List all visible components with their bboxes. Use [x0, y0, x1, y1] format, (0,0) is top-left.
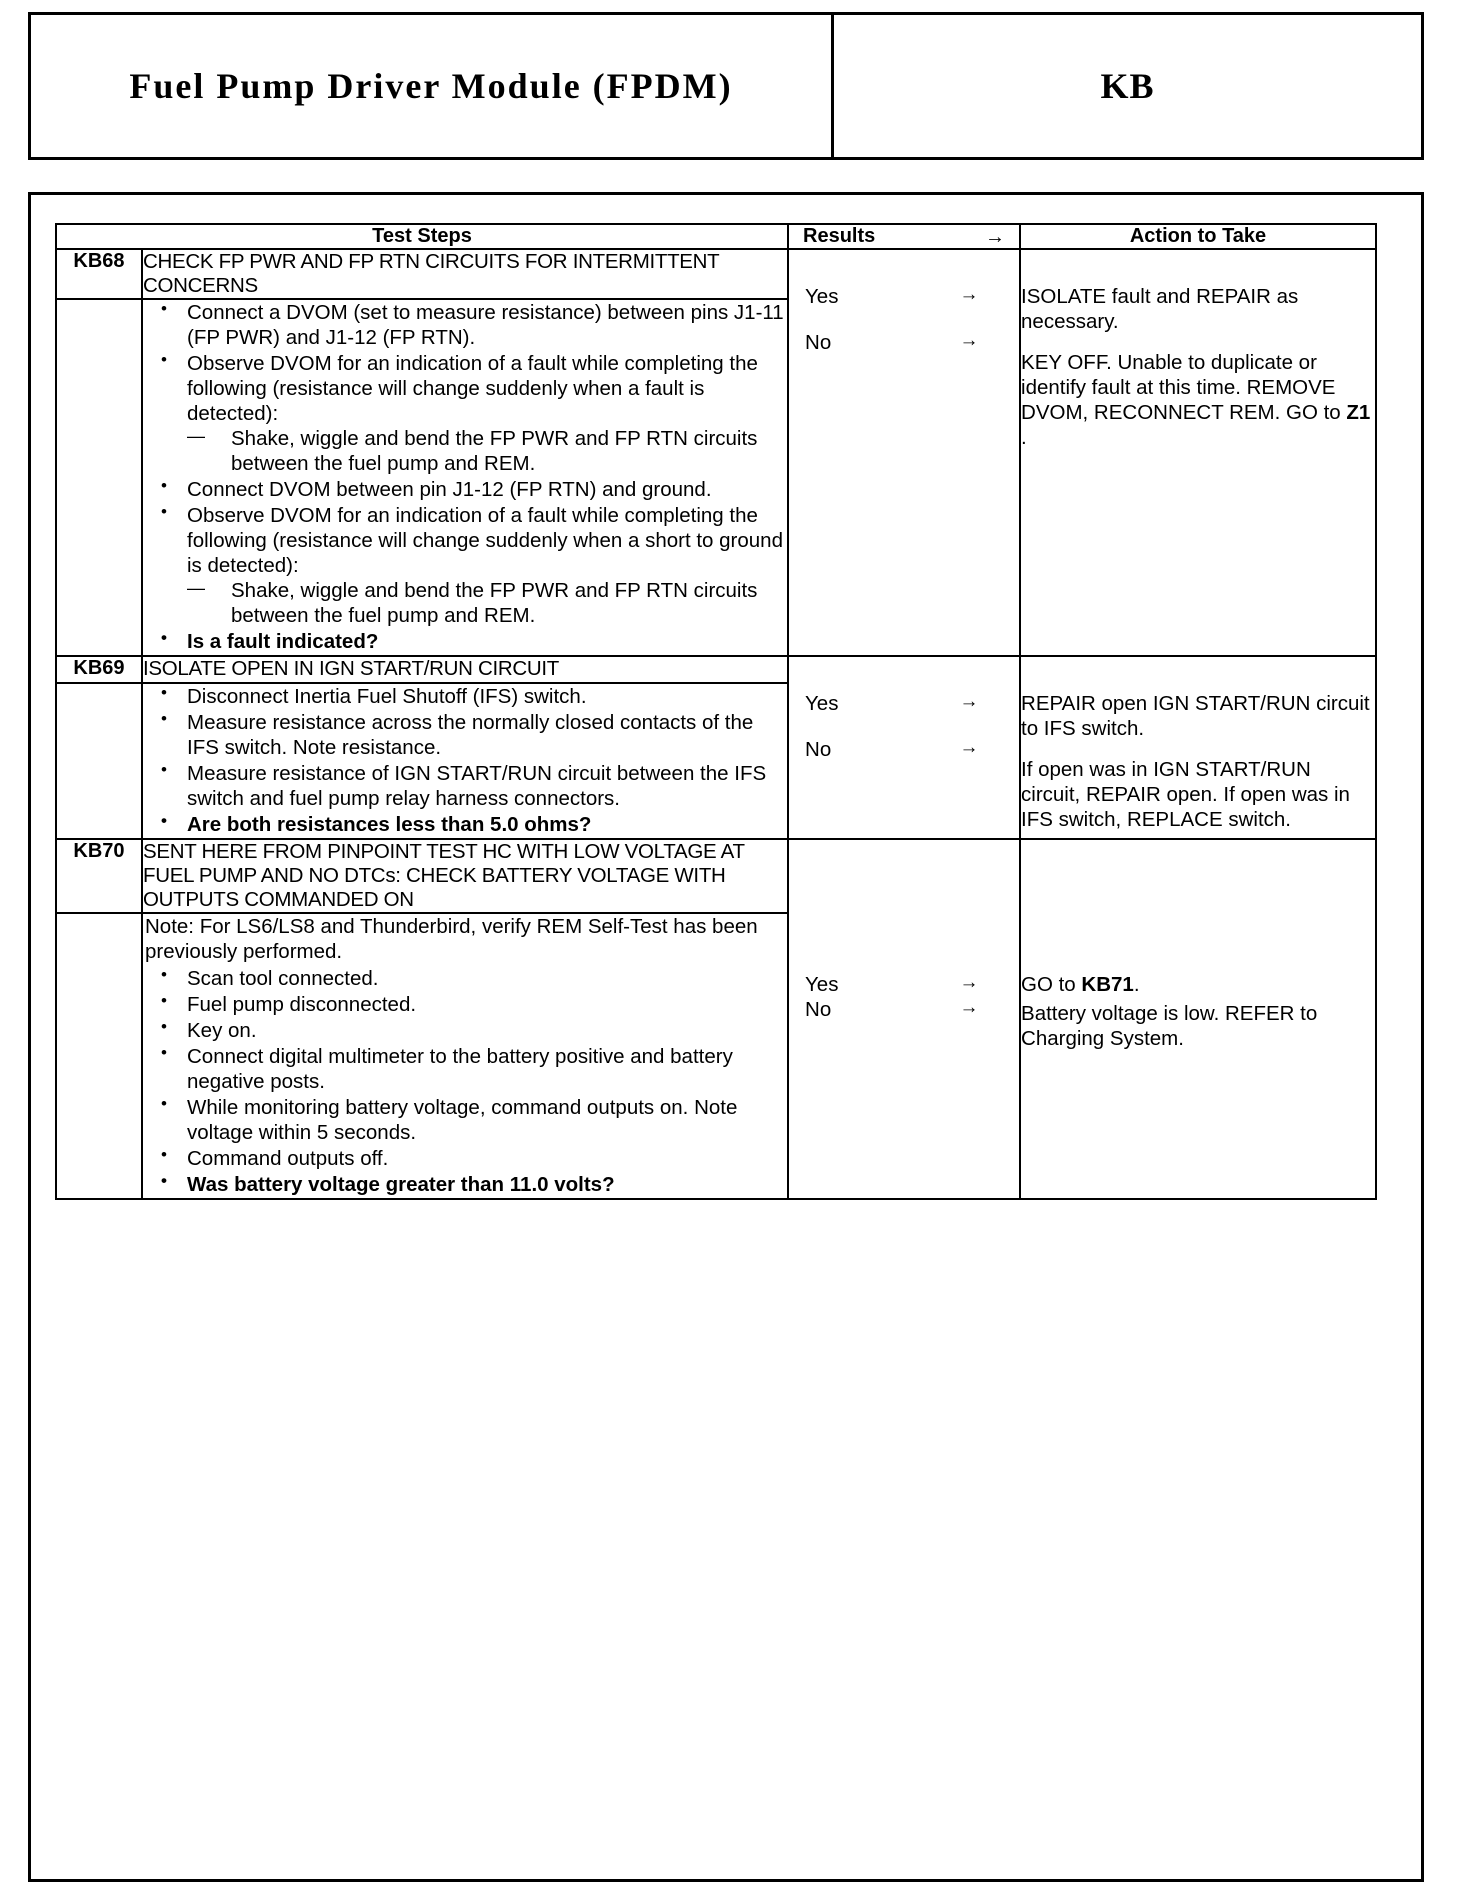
header-code-cell [834, 15, 1421, 157]
results-cell-kb69 [788, 656, 1020, 838]
action-text-yes: REPAIR open IGN START/RUN circuit to IFS switch. [1021, 692, 1370, 741]
arrow-right-icon: → [959, 284, 979, 305]
column-header-test-steps: Test Steps [56, 224, 788, 249]
action-cell-kb70 [1020, 839, 1376, 1200]
list-item: • While monitoring battery voltage, command outputs on. Note voltage within 5 seconds. [143, 1095, 787, 1145]
list-item: • Measure resistance of IGN START/RUN circuit between the IFS switch and fuel pump relay harness connectors. [143, 761, 787, 811]
arrow-right-icon: → [985, 225, 1006, 248]
action-text-no: KEY OFF. Unable to duplicate or identify fault at this time. REMOVE DVOM, RECONNECT REM. GO to Z1 . [1021, 351, 1371, 449]
result-label-yes: Yes [805, 972, 839, 996]
list-item: • Connect digital multimeter to the battery positive and battery negative posts. [143, 1044, 787, 1094]
action-text-yes: ISOLATE fault and REPAIR as necessary. [1021, 285, 1299, 333]
step-id-spacer-kb69 [56, 683, 142, 839]
action-text-yes: GO to KB71. [1021, 972, 1140, 996]
step-content-kb69 [142, 683, 788, 839]
header-title-cell [31, 15, 834, 157]
result-label-no: No [805, 738, 832, 761]
column-header-action-to-take: Action to Take [1020, 224, 1376, 249]
page-header [28, 12, 1424, 160]
table-row [56, 656, 1376, 682]
result-row-yes [789, 284, 1019, 310]
pinpoint-test-table [55, 223, 1377, 1200]
table-header-row [56, 224, 1376, 249]
page-body-frame [28, 192, 1424, 1882]
result-label-yes: Yes [805, 285, 839, 308]
action-text-no: Battery voltage is low. REFER to Charging System. [1021, 1001, 1318, 1050]
step-title-kb68: CHECK FP PWR AND FP RTN CIRCUITS FOR INTERMITTENT CONCERNS [142, 249, 788, 299]
list-item-text: Observe DVOM for an indication of a fault while completing the following (resistance will change suddenly when a short to ground is detected): [187, 504, 783, 578]
results-cell-kb70 [788, 839, 1020, 1200]
arrow-right-icon: → [959, 971, 979, 993]
step-id-kb70: KB70 [56, 839, 142, 914]
page-title: Fuel Pump Driver Module (FPDM) [129, 66, 733, 106]
list-item: • Disconnect Inertia Fuel Shutoff (IFS) switch. [143, 684, 787, 709]
column-header-results-label: Results [803, 225, 876, 247]
list-item-question: • Is a fault indicated? [143, 629, 787, 654]
step-title-kb70: SENT HERE FROM PINPOINT TEST HC WITH LOW VOLTAGE AT FUEL PUMP AND NO DTCs: CHECK BATTERY VOLTAGE WITH OUTPUTS COMMANDED ON [142, 839, 788, 914]
list-item: — Shake, wiggle and bend the FP PWR and FP RTN circuits between the fuel pump and REM. [187, 426, 787, 476]
pinpoint-test-code: KB [1100, 66, 1155, 106]
result-label-no: No [805, 998, 832, 1022]
list-item: • Scan tool connected. [143, 966, 787, 991]
action-cell-kb68 [1020, 249, 1376, 656]
result-row-no [789, 997, 1019, 1023]
arrow-right-icon: → [959, 691, 979, 713]
table-row [56, 839, 1376, 914]
arrow-right-icon: → [959, 329, 979, 351]
list-item: — Shake, wiggle and bend the FP PWR and FP RTN circuits between the fuel pump and REM. [187, 578, 787, 628]
results-cell-kb68 [788, 249, 1020, 656]
step-id-spacer-kb68 [56, 299, 142, 656]
action-cell-kb69 [1020, 656, 1376, 838]
step-id-spacer-kb70 [56, 913, 142, 1199]
column-header-results [788, 224, 1020, 249]
step-note-kb70: Note: For LS6/LS8 and Thunderbird, verify REM Self-Test has been previously performed. [145, 915, 758, 964]
result-row-no [789, 737, 1019, 763]
table-row [56, 249, 1376, 299]
result-row-yes [789, 972, 1019, 998]
result-row-yes [789, 691, 1019, 717]
list-item [143, 503, 787, 628]
list-item-text: Observe DVOM for an indication of a fault while completing the following (resistance will change suddenly when a fault is detected): [187, 352, 758, 426]
arrow-right-icon: → [959, 737, 979, 758]
list-item-question: • Was battery voltage greater than 11.0 volts? [143, 1172, 787, 1197]
step-id-kb69: KB69 [56, 656, 142, 682]
list-item: • Fuel pump disconnected. [143, 992, 787, 1017]
list-item: • Connect DVOM between pin J1-12 (FP RTN) and ground. [143, 477, 787, 502]
list-item: • Measure resistance across the normally closed contacts of the IFS switch. Note resistance. [143, 710, 787, 760]
step-content-kb68 [142, 299, 788, 656]
step-id-kb68: KB68 [56, 249, 142, 299]
list-item: • Connect a DVOM (set to measure resistance) between pins J1-11 (FP PWR) and J1-12 (FP RTN). [143, 300, 787, 350]
step-title-kb69: ISOLATE OPEN IN IGN START/RUN CIRCUIT [142, 656, 788, 682]
action-text-no: If open was in IGN START/RUN circuit, REPAIR open. If open was in IFS switch, REPLACE switch. [1021, 758, 1350, 832]
list-item-question: • Are both resistances less than 5.0 ohms? [143, 812, 787, 837]
result-label-yes: Yes [805, 692, 839, 716]
result-row-no [789, 330, 1019, 356]
list-item: • Command outputs off. [143, 1146, 787, 1171]
pinpoint-table-wrapper [55, 223, 1375, 1200]
arrow-right-icon: → [959, 997, 979, 1019]
step-content-kb70 [142, 913, 788, 1199]
list-item: • Key on. [143, 1018, 787, 1043]
list-item [143, 351, 787, 476]
result-label-no: No [805, 330, 832, 354]
